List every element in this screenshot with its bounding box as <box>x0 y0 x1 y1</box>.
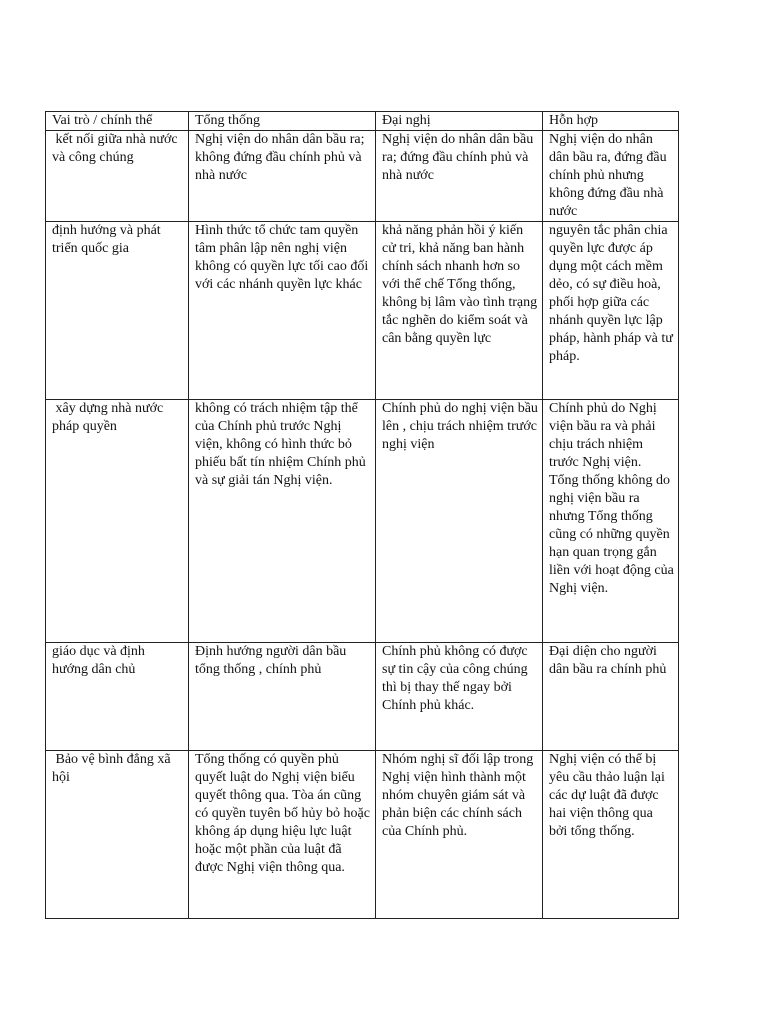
cell-text: định hướng và phát triển quốc gia <box>52 223 165 256</box>
table-cell <box>46 751 189 919</box>
header-text: Hỗn hợp <box>549 113 599 128</box>
table-row <box>46 751 679 919</box>
table-cell <box>46 131 189 222</box>
table-row <box>46 400 679 643</box>
cell-text: Định hướng người dân bầu tổng thống , chính phủ <box>195 644 350 677</box>
table-cell <box>189 131 376 222</box>
cell-text: Nghị viện do nhân dân bầu ra, đứng đầu chính phủ nhưng không đứng đầu nhà nước <box>549 132 671 219</box>
header-cell <box>376 112 543 131</box>
cell-text: Nghị viện do nhân dân bầu ra; đứng đầu chính phủ và nhà nước <box>382 132 537 183</box>
table-cell <box>543 131 679 222</box>
cell-text: giáo dục và định hướng dân chủ <box>52 644 149 677</box>
table-row <box>46 131 679 222</box>
table-cell <box>189 400 376 643</box>
comparison-table <box>45 111 679 919</box>
cell-text: Đại diện cho người dân bầu ra chính phủ <box>549 644 667 677</box>
table-cell <box>376 643 543 751</box>
header-cell <box>189 112 376 131</box>
table-cell <box>543 751 679 919</box>
table-cell <box>376 400 543 643</box>
cell-text: Nghị viện do nhân dân bầu ra; không đứng đầu chính phủ và nhà nước <box>195 132 369 183</box>
table-cell <box>376 131 543 222</box>
table-cell <box>189 643 376 751</box>
table-cell <box>543 222 679 400</box>
cell-text: xây dựng nhà nước pháp quyền <box>52 401 167 434</box>
header-cell <box>46 112 189 131</box>
table-cell <box>189 751 376 919</box>
cell-text: Nghị viện có thể bị yêu cầu thảo luận lại các dự luật đã được hai viện thông qua bởi tổng thống. <box>549 752 669 839</box>
header-text: Đại nghị <box>382 113 431 128</box>
table-row <box>46 643 679 751</box>
cell-text: khả năng phản hồi ý kiến cử tri, khả năng ban hành chính sách nhanh hơn so với thể chế Tổng thống, không bị lâm vào tình trạng tắc nghẽn do kiểm soát và cân bằng quyền lực <box>382 223 541 346</box>
cell-text: nguyên tắc phân chia quyền lực được áp dụng một cách mềm dẻo, có sự điều hoà, phối hợp giữa các nhánh quyền lực lập pháp, hành pháp và tư pháp. <box>549 223 677 364</box>
table-cell <box>46 222 189 400</box>
table-header-row <box>46 112 679 131</box>
cell-text: Chính phủ do Nghị viện bầu ra và phải chịu trách nhiệm trước Nghị viện. Tổng thống không do nghị viện bầu ra nhưng Tổng thống cũng có những quyền hạn quan trọng gắn liền với hoạt động của Nghị viện. <box>549 401 678 596</box>
cell-text: không có trách nhiệm tập thể của Chính phủ trước Nghị viện, không có hình thức bỏ phiếu bất tín nhiệm Chính phủ và sự giải tán Nghị viện. <box>195 401 370 488</box>
header-text: Vai trò / chính thể <box>52 113 153 128</box>
cell-text: kết nối giữa nhà nước và công chúng <box>52 132 182 165</box>
header-text: Tổng thống <box>195 113 260 128</box>
cell-text: Nhóm nghị sĩ đối lập trong Nghị viện hình thành một nhóm chuyên giám sát và phản biện các chính sách của Chính phủ. <box>382 752 537 839</box>
table-cell <box>543 400 679 643</box>
table-cell <box>376 751 543 919</box>
table-cell <box>376 222 543 400</box>
cell-text: Chính phủ do nghị viện bầu lên , chịu trách nhiệm trước nghị viện <box>382 401 542 452</box>
table-cell <box>543 643 679 751</box>
table-cell <box>46 643 189 751</box>
cell-text: Chính phủ không có được sự tin cậy của công chúng thì bị thay thế ngay bởi Chính phủ khác. <box>382 644 532 713</box>
header-cell <box>543 112 679 131</box>
table-row <box>46 222 679 400</box>
cell-text: Tổng thống có quyền phủ quyết luật do Nghị viện biểu quyết thông qua. Tòa án cũng có quyền tuyên bố hủy bỏ hoặc không áp dụng hiệu lực luật hoặc một phần của luật đã được Nghị viện thông qua. <box>195 752 374 875</box>
cell-text: Hình thức tổ chức tam quyền tâm phân lập nên nghị viện không có quyền lực tối cao đối với các nhánh quyền lực khác <box>195 223 372 292</box>
cell-text: Bảo vệ bình đẳng xã hội <box>52 752 175 785</box>
table-cell <box>46 400 189 643</box>
table-cell <box>189 222 376 400</box>
